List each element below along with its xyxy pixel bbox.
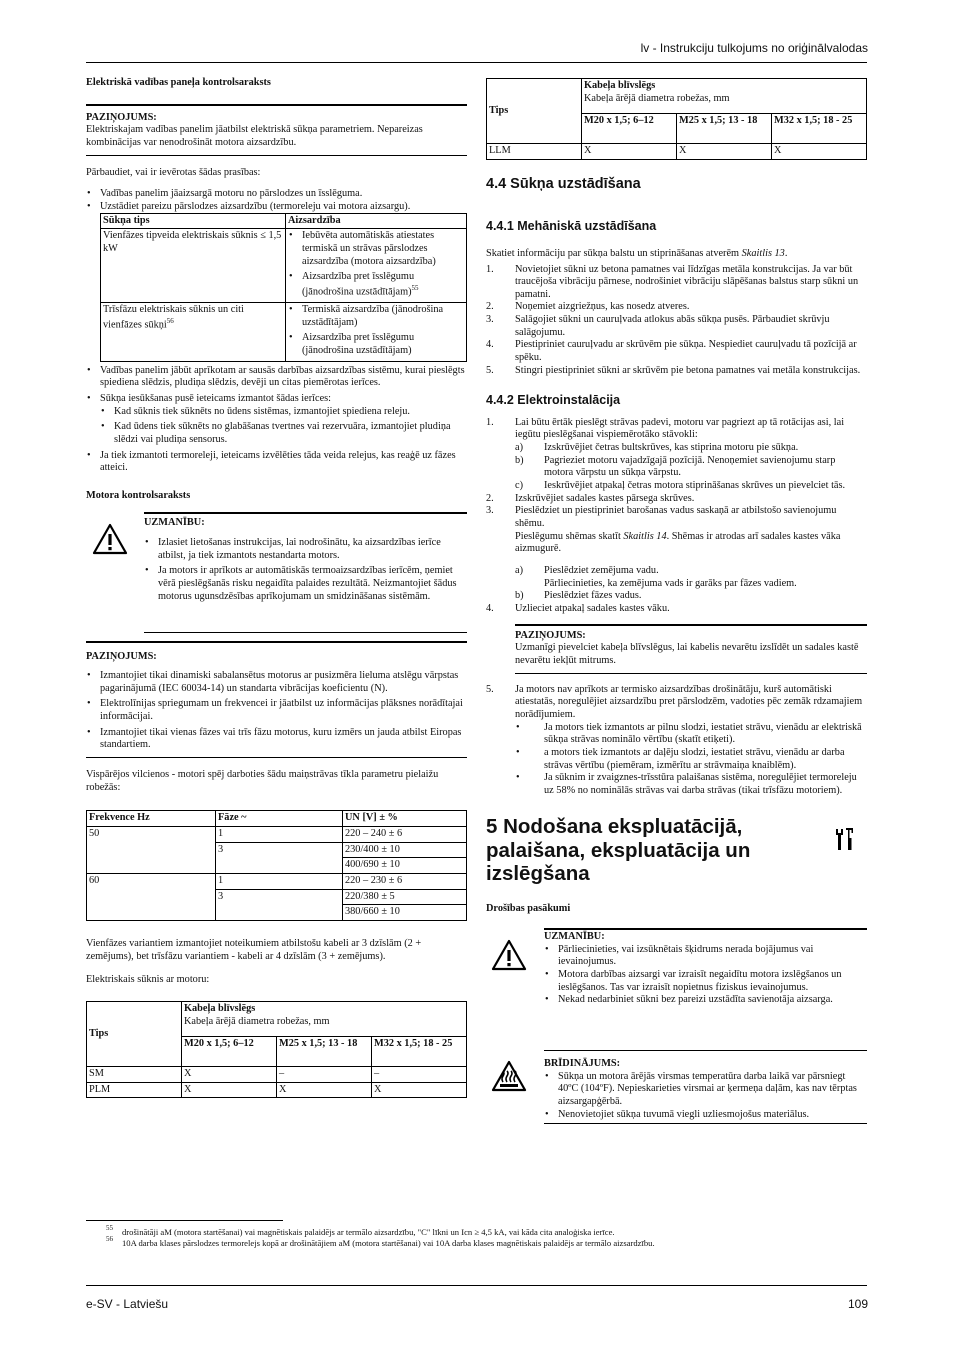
gland-subheader: Kabeļa ārējā diametra robežas, mm — [584, 92, 730, 104]
step-text: Pieslēdziet un piestipriniet barošanas vadus saskaņā ar atbilstošo savienojumu shēmu. — [515, 505, 837, 530]
table-cell: LLM — [487, 144, 582, 160]
requirements-list-2 — [86, 365, 467, 406]
notice2-bottom-rule — [86, 757, 467, 758]
caution-content — [544, 931, 867, 1007]
list-item: • Ja motors ir aprīkots ar automātiskās termoaizsardzības ierīcēm, ņemiet vērā pieslēgšanās risku negaidīta palaides rezultātā. Neizmantojiet šādus motorus ugunsdzēsības aprīkojumam un smidzināšanas sistēmām. — [144, 565, 467, 603]
table-cell: X — [182, 1082, 277, 1098]
footnotes — [106, 1224, 866, 1249]
requirements-list-3 — [86, 450, 467, 475]
list-item: • a motors tiek izmantots ar daļēju slodzi, iestatiet strāvu, vienādu ar darba strāvas vērtību (piemēram, izmērītu ar strāvmaiņa knaiblēm). — [515, 747, 867, 772]
step-number: 5. — [486, 683, 494, 695]
step-number: 2. — [486, 301, 494, 313]
list-item — [486, 603, 867, 616]
list-item — [486, 365, 867, 378]
table-cell: PLM — [87, 1082, 182, 1098]
step-number: 3. — [486, 505, 494, 517]
list-item — [486, 505, 867, 603]
list-item — [486, 417, 867, 493]
left-column — [86, 77, 467, 1098]
list-item — [515, 480, 867, 493]
table-cell: X — [772, 144, 867, 160]
page-number: 109 — [847, 1297, 868, 1311]
caution1-top-rule — [144, 512, 467, 514]
protection-table — [100, 213, 467, 362]
notice2 — [86, 643, 467, 757]
panel-checklist-title: Elektriskā vadības paneļa kontrolsaraksts — [86, 77, 271, 88]
table-header: M20 x 1,5; 6–12 — [182, 1036, 277, 1066]
table-header — [182, 1001, 467, 1036]
table-cell: 1 — [216, 874, 343, 890]
table-cell: X — [582, 144, 677, 160]
list-item: • Pārliecinieties, vai izsūknētais šķidrums nerada bojājumus vai ievainojumus. — [544, 944, 867, 969]
notice2-label: PAZIŅOJUMS: — [86, 651, 157, 663]
protection-list — [288, 304, 464, 358]
heading-line: 5 Nodošana ekspluatācijā, — [486, 814, 743, 838]
list-item: • Vadības panelim jāaizsargā motoru no pārslodzes un īsslēguma. — [86, 188, 467, 201]
table-cell: Vienfāzes tipveida elektriskais sūknis ≤ 1,5 kW — [101, 229, 286, 303]
caution-box — [486, 928, 867, 1051]
gland-header: Kabeļa blīvslēgs — [584, 80, 656, 91]
gland-subheader: Kabeļa ārējā diametra robežas, mm — [184, 1015, 330, 1027]
cable-gland-table — [86, 1001, 467, 1098]
cell-text: Trīsfāzu elektriskais sūknis un citi vienfāzes sūkņi — [103, 303, 244, 331]
heading-line: izslēgšana — [486, 862, 590, 886]
substep-text: Pieslēdziet zemējuma vadu. — [544, 565, 659, 577]
frequency-table — [86, 810, 467, 921]
table-cell: 3 — [216, 842, 343, 873]
table-cell: X — [372, 1082, 467, 1098]
substep-letter: a) — [515, 442, 523, 454]
table-cell: – — [372, 1066, 467, 1082]
step-number: 1. — [486, 263, 494, 275]
electrical-steps — [486, 417, 867, 616]
safety-title: Drošības pasākumi — [486, 903, 571, 915]
list-item — [486, 684, 867, 798]
list-item: • Ja motors tiek izmantots ar pilnu slodzi, iestatiet strāvu, vienādu ar elektriskā sūkņa strāvas nominālo vērtību (skatīt etiķeti). — [515, 722, 867, 747]
list-item: • Elektrolīnijas spriegumam un frekvencei ir jāatbilst uz informācijas plāksnes norādītajai informācijai. — [86, 698, 467, 723]
substep-letter: b) — [515, 454, 524, 466]
electrical-steps-cont — [486, 684, 867, 798]
warning-bottom-rule — [544, 1123, 867, 1124]
list-item: • Ja sūknim ir zvaigznes-trīsstūra palaišanas sistēma, noregulējiet termoreleju uz 58% no nominālās strāvas vai darba strāvas (tikai trīsfāzu motoriem). — [515, 772, 867, 797]
chapter-5-heading — [486, 815, 867, 887]
list-item — [486, 314, 867, 339]
caution1-label: UZMANĪBU: — [144, 517, 205, 529]
header-rule — [86, 62, 867, 63]
table-cell — [101, 302, 286, 361]
general-text: Vispārējos vilcienos - motori spēj darboties šādu maiņstrāvas tīkla parametru pielaižu robežās: — [86, 769, 439, 793]
table-row — [87, 1082, 467, 1098]
right-column — [486, 78, 867, 1124]
table-header: Fāze ~ — [216, 811, 343, 827]
table-cell: 3 — [216, 889, 343, 920]
caution-label: UZMANĪBU: — [544, 931, 605, 943]
figure-ref-14[interactable]: Skaitlis 14 — [623, 530, 667, 542]
footnote-rule — [86, 1220, 283, 1221]
table-header: M20 x 1,5; 6–12 — [582, 114, 677, 144]
table-header: M32 x 1,5; 18 - 25 — [772, 114, 867, 144]
list-item: • Ja tiek izmantoti termoreleji, ieteicams izvēlēties tāda veida relejus, kas reaģē uz fāzes atteici. — [86, 450, 467, 475]
list-item: • Izmantojiet tikai vienas fāzes vai trīs fāzu motorus, kuru izmērs un jauda atbilst Eiropas standartiem. — [86, 727, 467, 752]
list-item — [515, 442, 867, 455]
list-item — [486, 339, 867, 364]
footnote — [106, 1224, 866, 1238]
list-item — [515, 565, 867, 590]
check-intro: Pārbaudiet, vai ir ievērotas šādas prasības: — [86, 166, 261, 178]
list-item: • Vadības panelim jābūt aprīkotam ar sausās darbības aizsardzības sistēmu, kurai pieslēgts spiediena slēdzis, pludiņa slēdzis, devēji un citas piemērotas ierīces. — [86, 365, 467, 390]
list-item: • Kad sūknis tiek sūknēts no ūdens sistēmas, izmantojiet spiediena releju. — [100, 406, 467, 419]
list-item-text: Aizsardzība pret īsslēgumu (jānodrošina uzstādītājam) — [302, 271, 415, 298]
step-text: Piestipriniet cauruļvadu ar skrūvēm pie sūkņa. Nespiediet cauruļvadu tā pozīcijā ar spēku. — [515, 339, 857, 364]
table-cell: X — [277, 1082, 372, 1098]
table-header: M25 x 1,5; 13 - 18 — [677, 114, 772, 144]
cable-gland-table-llm — [486, 78, 867, 160]
page-header: lv - Instrukciju tulkojums no oriģinālvalodas — [640, 41, 868, 55]
step-number: 1. — [486, 416, 494, 428]
wiring-substeps — [515, 565, 867, 603]
table-cell: 380/660 ± 10 — [343, 905, 467, 921]
table-row — [487, 144, 867, 160]
table-cell: 50 — [87, 827, 216, 874]
caution1-content — [144, 517, 467, 603]
table-cell: 220 – 240 ± 6 — [343, 827, 467, 843]
step-number: 4. — [486, 339, 494, 351]
figure-ref-13[interactable]: Skaitlis 13 — [741, 247, 785, 259]
list-item: • Iebūvēta automātiskās atiestates termiskā un strāvas pārslodzes aizsardzība (motora aizsardzība) — [288, 230, 464, 268]
motor-intro: Elektriskais sūknis ar motoru: — [86, 974, 210, 986]
step-number: 3. — [486, 314, 494, 326]
warning-box — [486, 1051, 867, 1124]
warning-triangle-icon — [491, 939, 527, 971]
substep-letter: b) — [515, 590, 524, 602]
notice1-bottom-rule — [86, 155, 467, 156]
table-header: Sūkņa tips — [101, 213, 286, 229]
cables-text: Vienfāzes variantiem izmantojiet noteikumiem atbilstošu kabeli ar 3 dzīslām (2 + zemējums), bet trīsfāzu variantiem - kabeli ar 4 dzīslām (3 + zemējums). — [86, 937, 422, 962]
footnote-text: drošinātāji aM (motora startēšanai) vai magnētiskais palaidējs ar termālo aizsardzību, "C" līkni un Icn ≥ 4,5 kA, vai kāda cita analoģiska ierīce. — [122, 1227, 615, 1237]
table-cell: X — [677, 144, 772, 160]
table-cell: 60 — [87, 874, 216, 921]
caution1-list — [144, 537, 467, 603]
step-text: . Shēmas ir atrodas arī sadales kastes vāka aizmugurē. — [515, 530, 841, 555]
caution-top-rule — [544, 928, 867, 930]
table-header: Aizsardzība — [286, 213, 467, 229]
requirements-list — [86, 188, 467, 213]
caution-list — [544, 944, 867, 1007]
step-text: Novietojiet sūkni uz betona pamatnes vai līdzīgas metāla konstrukcijas. Ja var būt traucējoša vibrāciju pārnese, nodrošiniet vibrāciju slāpēšanas balstus starp sūkni un pamatni. — [515, 263, 859, 300]
list-item: • Aizsardzība pret īsslēgumu (jānodrošina uzstādītājam) — [288, 332, 464, 357]
step-text: Izskrūvējiet sadales kastes pārsega skrūves. — [515, 492, 695, 504]
warning-label: BRĪDINĀJUMS: — [544, 1058, 621, 1070]
footnote-number: 55 — [106, 1224, 113, 1232]
section-4-4-1-heading: 4.4.1 Mehāniskā uzstādīšana — [486, 219, 657, 234]
list-item: • Uzstādiet pareizu pārslodzes aizsardzību (termoreleju vai motora aizsargu). — [86, 201, 467, 214]
mech-intro: Skatiet informāciju par sūkņa balstu un stiprināšanas atverēm Skaitlis 13. — [486, 247, 788, 259]
list-item: • Nekad nedarbiniet sūkni bez pareizi uzstādīta savienotāja aizsarga. — [544, 994, 867, 1007]
notice-bottom-rule — [515, 673, 867, 674]
list-item: • Izlasiet lietošanas instrukcijas, lai nodrošinātu, ka aizsardzības ierīce atbilst, ja tiek izmantots nestandarta motors. — [144, 537, 467, 562]
notice1-text: Elektriskajam vadības panelim jāatbilst elektriskā sūkņa parametriem. Nepareizas kombinācijas var nenodrošināt motora aizsardzību. — [86, 124, 423, 148]
table-header: UN [V] ± % — [343, 811, 467, 827]
step-number: 4. — [486, 602, 494, 614]
list-item — [288, 271, 464, 299]
table-cell: 230/400 ± 10 — [343, 842, 467, 858]
step-text: Lai būtu ērtāk pieslēgt strāvas padevi, motoru var pagriezt ap tā rotācijas asi, lai iegūtu pieslēgšanai vispiemērotāko stāvokli: — [515, 416, 845, 441]
notice-text: Uzmanīgi pievelciet kabeļa blīvslēgus, lai kabelis nevarētu izslīdēt un sadales kastē nevarētu iekļūt mitrums. — [515, 642, 859, 666]
table-header: Frekvence Hz — [87, 811, 216, 827]
warning-list — [544, 1071, 867, 1122]
list-item: • Nenovietojiet sūkņa tuvumā viegli uzliesmojošus materiālus. — [544, 1109, 867, 1122]
table-header — [582, 79, 867, 114]
motor-checklist-title: Motora kontrolsaraksts — [86, 489, 191, 501]
table-cell: 1 — [216, 827, 343, 843]
substep-text: Ieskrūvējiet atpakaļ četras motora stiprināšanas skrūves un pievelciet tās. — [544, 480, 846, 492]
table-header: M25 x 1,5; 13 - 18 — [277, 1036, 372, 1066]
list-item: • Sūkņa un motora ārējās virsmas temperatūra darba laikā var pārsniegt 40ºC (104ºF). Nepieskarieties virsmai ar ķermeņa daļām, kas nav tērptas aizsargapģērbā. — [544, 1071, 867, 1109]
list-item: • Termiskā aizsardzība (jānodrošina uzstādītājam) — [288, 304, 464, 329]
step-text: Uzlieciet atpakaļ sadales kastes vāku. — [515, 602, 670, 614]
table-row — [87, 1066, 467, 1082]
table-cell: 220/380 ± 5 — [343, 889, 467, 905]
step-number: 2. — [486, 492, 494, 504]
step-text: Salāgojiet sūkni un cauruļvada atlokus abās sūkņa pusēs. Pārbaudiet skrūvju salāgojumu. — [515, 314, 830, 338]
warning-content — [544, 1058, 867, 1121]
step-number: 5. — [486, 364, 494, 376]
table-cell: SM — [87, 1066, 182, 1082]
heading-line: palaišana, ekspluatācija un — [486, 838, 751, 862]
step-text: Pieslēgumu shēmas skatīt — [515, 530, 624, 542]
notice-label: PAZIŅOJUMS: — [515, 629, 586, 641]
list-item — [515, 455, 867, 480]
protection-list — [288, 230, 464, 299]
list-item — [486, 493, 867, 506]
step-text: Stingri piestipriniet sūkni ar skrūvēm pie betona pamatnes vai metāla konstrukcijas. — [515, 364, 861, 376]
notice-content — [515, 626, 867, 673]
step-text: Ja motors nav aprīkots ar termisko aizsardzības drošinātāju, kurš automātiski atiestatās, noregulējiet aizsardzību pret pārslodzēm, vadoties pēc zemāk rdzamajiem norādījumiem. — [515, 683, 863, 720]
list-item: • Kad ūdens tiek sūknēts no glabāšanas tvertnes vai rezervuāra, izmantojiet pludiņa slēdzi vai pludiņa sensorus. — [100, 421, 467, 446]
footnote-ref[interactable]: 55 — [411, 283, 419, 292]
notice2-list — [86, 670, 467, 752]
mech-steps — [486, 264, 867, 378]
table-header: M32 x 1,5; 18 - 25 — [372, 1036, 467, 1066]
sub-list — [100, 406, 467, 447]
overload-list — [515, 722, 867, 798]
substep-text: Pagrieziet motoru vajadzīgajā pozīcijā. Nenoņemiet savienojumu starp motora vārpstu un sūkņa vārpstu. — [544, 454, 836, 479]
footnote — [106, 1235, 866, 1249]
list-item: • Sūkņa iesūkšanas pusē ieteicams izmantot šādas ierīces: — [86, 393, 467, 406]
caution1-bottom-rule — [144, 632, 467, 633]
section-4-4-heading: 4.4 Sūkņa uzstādīšana — [486, 175, 641, 192]
notice1 — [86, 106, 467, 155]
caution1-box — [86, 512, 467, 633]
footnote-number: 56 — [106, 1235, 113, 1244]
table-cell: – — [277, 1066, 372, 1082]
footnote-text: 10A darba klases pārslodzes termoreleјs kopā ar drošinātājiem aM (motora startēšanai) vai 10A darba klases magnētiskais palaidējs ar termālo aizsardzību. — [122, 1238, 655, 1249]
substep-letter: c) — [515, 480, 523, 492]
list-item — [486, 264, 867, 302]
table-header: Tips — [87, 1001, 182, 1066]
electrical-substeps — [515, 442, 867, 493]
gland-header: Kabeļa blīvslēgs — [184, 1002, 256, 1014]
table-header: Tips — [487, 79, 582, 144]
table-cell: X — [182, 1066, 277, 1082]
step-text: Noņemiet aizgriežņus, kas nosedz atveres. — [515, 301, 690, 313]
warning-triangle-icon — [92, 523, 128, 555]
footer-doc-name: e-SV - Latviešu — [86, 1297, 169, 1311]
notice-box — [515, 624, 867, 674]
table-cell: 400/690 ± 10 — [343, 858, 467, 874]
substep-text: Pārliecinieties, ka zemējuma vads ir garāks par fāzes vadiem. — [544, 577, 797, 589]
section-4-4-2-heading: 4.4.2 Elektroinstalācija — [486, 393, 621, 408]
list-item — [486, 301, 867, 314]
table-cell: 220 – 230 ± 6 — [343, 874, 467, 890]
footer-rule — [86, 1285, 867, 1286]
substep-text: Pieslēdziet fāzes vadus. — [544, 590, 642, 602]
chapter-5-heading-block — [486, 815, 867, 887]
substep-text: Izskrūvējiet četras bultskrūves, kas stiprina motoru pie sūkņa. — [544, 442, 799, 454]
notice1-label: PAZIŅOJUMS: — [86, 111, 157, 123]
list-item — [515, 590, 867, 603]
hot-surface-icon — [491, 1060, 527, 1092]
tools-icon — [836, 827, 854, 851]
mech-intro-text: Skatiet informāciju par sūkņa balstu un stiprināšanas atverēm — [486, 247, 742, 259]
substep-letter: a) — [515, 565, 523, 577]
list-item: • Motora darbības aizsargi var izraisīt negaidītu motora izslēgšanos un ieslēgšanos. Tas var izraisīt nopietnus fiziskus ievainojumus. — [544, 969, 867, 994]
footnote-ref[interactable]: 56 — [166, 316, 174, 325]
list-item: • Izmantojiet tikai dinamiski sabalansētus motorus ar pusizmēra lieluma atslēgu vārpstas pagarinājumā (IEC 60034-14) un standarta vibrācijas koeficientu (N). — [86, 670, 467, 695]
